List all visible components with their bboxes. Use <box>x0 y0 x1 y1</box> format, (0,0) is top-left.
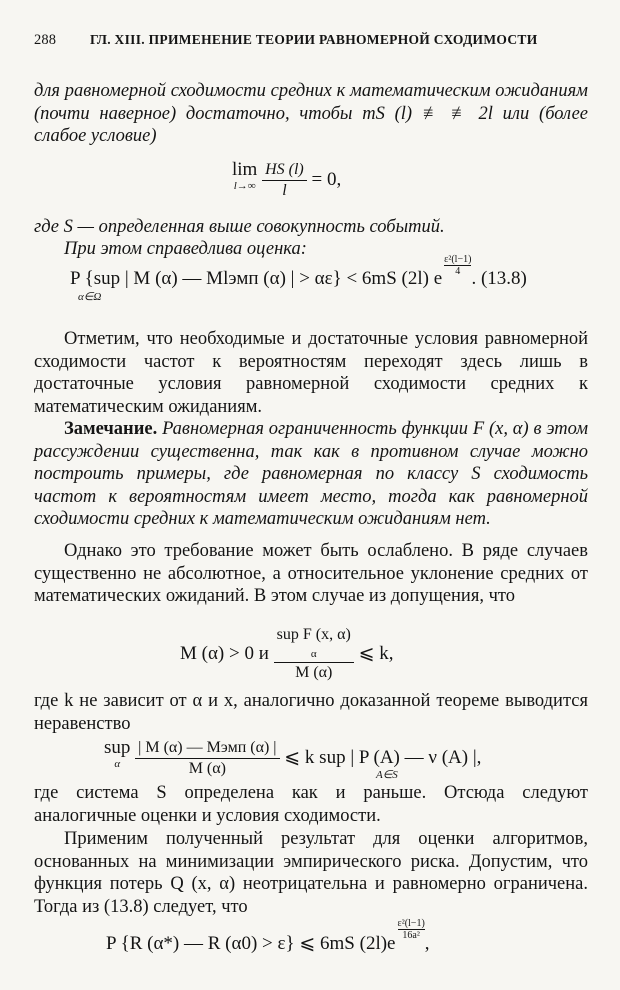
formula-limit <box>232 160 341 201</box>
paragraph-9: Применим полученный результат для оценки алгоритмов, основанных на минимизации эмпирического риска. Допустим, что функция потерь Q (x, α) неотрицательна и равномерно ограничена. Тогда из (13.8) следует, что <box>34 829 588 917</box>
ineq-rhs-sub: A∈S <box>376 769 398 781</box>
formula-13-8-lhs: P {sup | M (α) — Mlэмп (α) | > αε} < 6mS (2l) e <box>70 268 443 289</box>
lim-label: lim <box>232 159 258 180</box>
paragraph-3: При этом справедлива оценка: <box>64 239 307 259</box>
limit-denominator: l <box>282 182 287 199</box>
equation-tag: . (13.8) <box>471 268 527 289</box>
formula-13-8 <box>70 254 527 303</box>
ineq-sup-sub: α <box>114 758 121 770</box>
relative-rhs: ⩽ k, <box>358 642 394 664</box>
ineq-numerator: | M (α) — Mэмп (α) | <box>135 738 279 759</box>
running-title: ГЛ. XIII. ПРИМЕНЕНИЕ ТЕОРИИ РАВНОМЕРНОЙ СХОДИМОСТИ <box>90 32 538 47</box>
ineq-rhs: ⩽ k sup | P (A) — ν (A) |, <box>284 746 482 768</box>
sup-subscript: α∈Ω <box>78 291 102 303</box>
limit-rhs: = 0, <box>311 168 342 190</box>
relative-numerator: sup F (x, α) <box>276 626 351 643</box>
exp-denominator: 4 <box>455 266 461 277</box>
paragraph-7: где k не зависит от α и x, аналогично доказанной теореме выводится неравенство <box>34 691 588 734</box>
risk-tag: , <box>424 933 430 954</box>
lim-subscript: l→∞ <box>233 180 256 192</box>
paragraph-6: Однако это требование может быть ослаблено. В ряде случаев существенно не абсолютное, а относительное уклонение средних от математических ожиданий. В этом случае из допущения, что <box>34 541 588 606</box>
paragraph-4: Отметим, что необходимые и достаточные условия равномерной сходимости частот к вероятностям переходят здесь лишь в достаточные условия равномерной сходимости средних к математическим ожиданиям. <box>34 329 588 417</box>
paragraph-2: где S — определенная выше совокупность событий. <box>34 217 445 237</box>
page-header <box>34 32 594 49</box>
risk-exp-numerator: ε²(l−1) <box>397 918 425 929</box>
limit-numerator: HS (l) <box>262 160 307 181</box>
risk-lhs: P {R (α*) — R (α0) > ε} ⩽ 6mS (2l)e <box>106 933 396 954</box>
relative-lhs: M (α) > 0 и <box>180 642 269 664</box>
ineq-denominator: M (α) <box>188 760 226 777</box>
remark-label: Замечание. <box>64 419 158 439</box>
formula-relative <box>180 626 393 683</box>
remark-text: Равномерная ограниченность функции F (x, α) в этом рассуждении существенна, так как в противном случае можно построить примеры, где равномерная по классу S сходимость частот к вероятностям имеет место, тогда как равномерной сходимости средних к математическим ожиданиям нет. <box>34 419 589 529</box>
formula-risk <box>106 918 430 955</box>
paragraph-8: где система S определена как и раньше. Отсюда следуют аналогичные оценки и условия сходимости. <box>34 783 588 826</box>
formula-inequality <box>104 738 481 779</box>
page-number: 288 <box>34 32 57 48</box>
paragraph-remark <box>34 418 588 531</box>
risk-exp-denominator: 16a² <box>402 930 420 941</box>
relative-denominator: M (α) <box>295 664 333 681</box>
ineq-sup: sup <box>104 737 131 758</box>
paragraph-1: для равномерной сходимости средних к математическим ожиданиям (почти наверное) достаточно, чтобы mS (l) ≢ ≢ 2l или (более слабое условие) <box>34 81 588 146</box>
exp-numerator: ε²(l−1) <box>444 254 472 265</box>
relative-num-sub: α <box>310 648 317 660</box>
